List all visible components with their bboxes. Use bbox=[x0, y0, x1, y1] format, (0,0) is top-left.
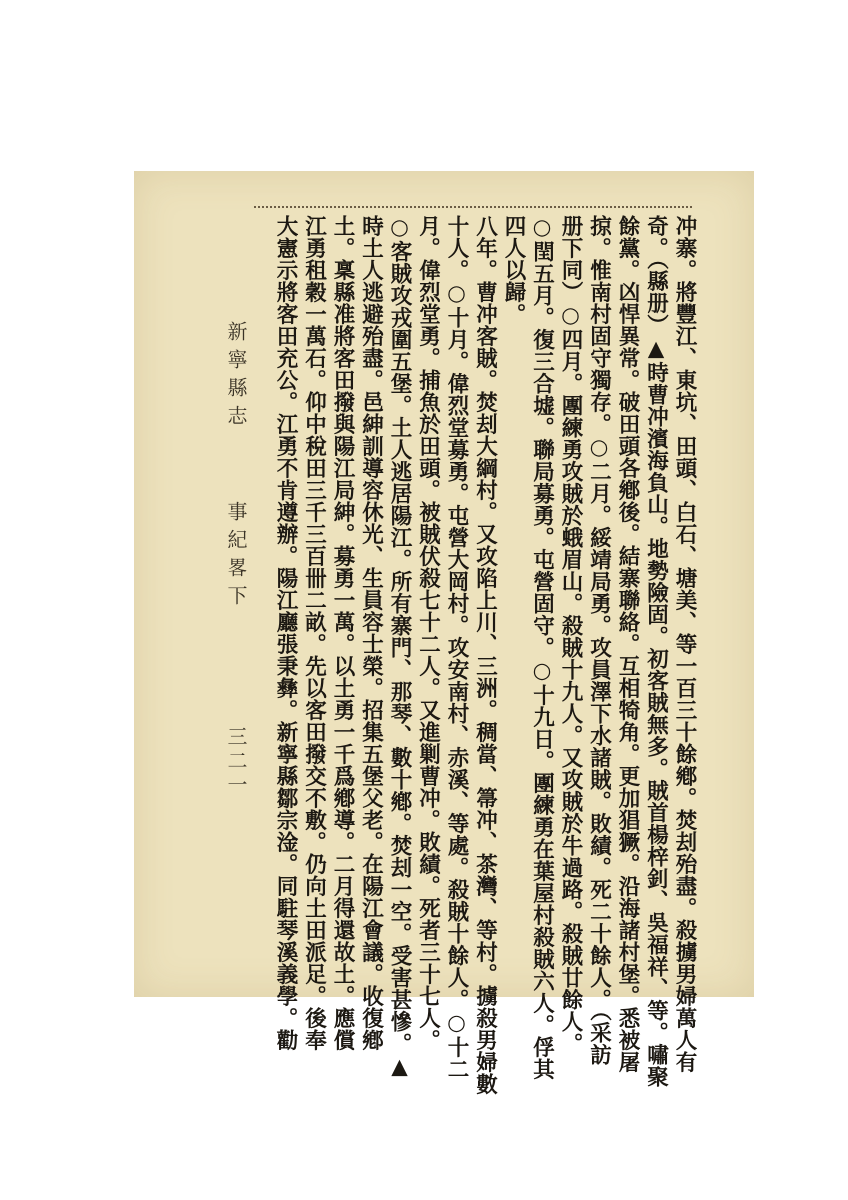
text-column: 時土人逃避殆盡。邑紳訓導容休光、生員容士榮。招集五堡父老。在陽江會議。收復鄕 bbox=[358, 215, 384, 1051]
text-column: 月。偉烈堂勇。捕魚於田頭。被賊伏殺七十二人。又進剿曹冲。敗績。死者三十七人。 bbox=[415, 215, 441, 1051]
text-column: 奇。（縣册）▲時曹冲濱海負山。地勢險固。初客賊無多。賊首楊梓釗、吳福祥、等。嘯聚 bbox=[643, 215, 669, 1088]
text-column: 大憲示將客田充公。江勇不肯遵辦。陽江廳張秉彝。新寧縣鄒宗淦。同駐琴溪義學。勸 bbox=[273, 215, 298, 1051]
book-title: 新寧縣志 bbox=[224, 321, 248, 433]
body-text bbox=[271, 215, 699, 1095]
text-column: 册下同）○四月。團練勇攻賊於蛾眉山。殺賊十九人。又攻賊於牛過路。殺賊廿餘人。 bbox=[558, 215, 583, 1055]
text-column: ○客賊攻戎圍五堡。土人逃居陽江。所有寨門、那琴、數十鄕。焚刦一空。受害甚慘。▲ bbox=[387, 215, 412, 1080]
text-column: 掠。惟南村固守獨存。○二月。綏靖局勇。攻員澤下水諸賊。敗績。死二十餘人。（采訪 bbox=[586, 215, 612, 1066]
dotted-border-rule bbox=[254, 206, 692, 208]
section-title: 事紀畧下 bbox=[224, 501, 248, 613]
text-column: 冲寨。將豐江、東坑、田頭、白石、塘美、等一百三十餘鄕。焚刦殆盡。殺擄男婦萬人有 bbox=[672, 215, 697, 1073]
text-column: 十人。○十月。偉烈堂募勇。屯營大岡村。攻安南村、赤溪、等處。殺賊十餘人。○十二 bbox=[444, 215, 469, 1080]
text-column: ○閏五月。復三合墟。聯局募勇。屯營固守。○十九日。團練勇在葉屋村殺賊六人。俘其 bbox=[529, 215, 555, 1080]
document-page bbox=[134, 171, 754, 1095]
text-column: 土。稟縣准將客田撥與陽江局紳。募勇一萬。以土勇一千爲鄕導。二月得還故土。應償 bbox=[330, 215, 355, 1051]
text-column: 四人以歸。 bbox=[501, 215, 526, 325]
page-number: 三二一 bbox=[224, 726, 248, 798]
text-column: 餘黨。凶悍異常。破田頭各鄕後。結寨聯絡。互相犄角。更加猖獗。沿海諸村堡。悉被屠 bbox=[615, 215, 640, 1073]
text-column: 江勇租穀一萬石。仰中稅田三千三百卌二畝。先以客田撥交不敷。仍向土田派足。後奉 bbox=[301, 215, 327, 1051]
text-column: 八年。曹冲客賊。焚刦大綱村。又攻陷上川、三洲。稠當、箒冲、茶灣、等村。擄殺男婦數 bbox=[472, 215, 498, 1095]
